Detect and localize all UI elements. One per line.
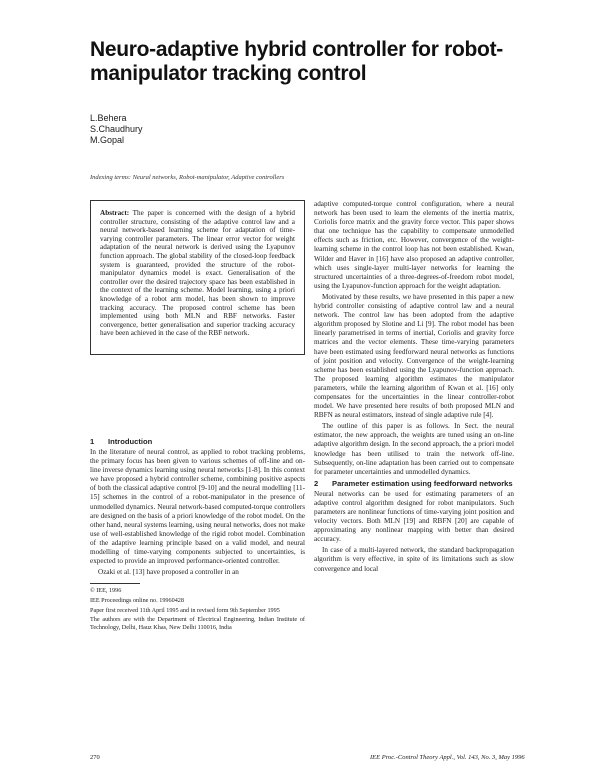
paragraph: adaptive computed-torque control configuration, where a neural network has been used to learn the elements of the inertia matrix, Coriolis force matrix and the gravity force vector. This paper shows that one technique has the capability to compensate unmodelled effects such as friction, etc. However, convergence of the weight-learning scheme in the control loop has not been established. Kwan, Wilder and Haver in [16] have also proposed an adaptive controller, which uses single-layer multi-layer networks for learning the structured uncertainties of a three-degrees-of-freedom robot model, using the Lyapunov-function approach for the weight adaptation. — [314, 200, 514, 290]
section-heading-parameter-estimation: 2 Parameter estimation using feedforward networks — [314, 478, 513, 488]
paragraph: The outline of this paper is as follows. In Sect. the neural estimator, the new approach, the weights are tuned using an on-line adaptive algorithm design. In the second approach, the a priori model knowledge has been utilised to train the network off-line. Subsequently, on-line adaptation has been carried out to compensate for parameter uncertainties and unmodelled dynamics. — [314, 422, 514, 476]
author-list — [90, 113, 143, 146]
footnote: The authors are with the Department of Electrical Engineering, Indian Institute of Technology, Delhi, Hauz Khas, New Delhi 110016, India — [90, 616, 305, 631]
page-number: 270 — [90, 754, 100, 761]
paragraph: Ozaki et al. [13] have proposed a controller in an — [98, 568, 239, 577]
abstract-box — [90, 200, 305, 355]
footnote-rule — [90, 583, 140, 584]
footnote: IEE Proceedings online no. 19960428 — [90, 596, 184, 604]
author-name: S.Chaudhury — [90, 124, 143, 134]
paragraph: Motivated by these results, we have presented in this paper a new hybrid controller consisting of adaptive control law and a neural network. The control law has been adopted from the adaptive algorithm proposed by Slotine and Li [9]. The robot model has been linearly parametrised in terms of inertial, Coriolis and gravity force matrices and the vector elements. These time-varying parameters have been estimated using feedforward neural networks as functions of joint position and velocity. Convergence of the weight-learning scheme has been established using the Lyapunov-function approach. The proposed learning algorithm estimates the manipulator parameters, while the learning algorithm of Kwan et al. [16] only compensates for the uncertainties in the linear controller-robot model. We have presented here results of both proposed MLN and RBFN as neural estimators, instead of single adaptive rule [4]. — [314, 292, 514, 420]
footnote: Paper first received 11th April 1995 and in revised form 9th September 1995 — [90, 606, 280, 614]
journal-reference: IEE Proc.-Control Theory Appl., Vol. 143, No. 3, May 1996 — [370, 754, 525, 761]
author-name: M.Gopal — [90, 135, 125, 145]
abstract-body: The paper is concerned with the design of a hybrid controller structure, consisting of the adaptive control law and a neural network-based learning scheme for adaptation of time-varying controller parameters. The linear error vector for weight adaptation of the neural network is derived using the Lyapunov function approach. The global stability of the closed-loop feedback system is guaranteed, provided the structure of the robot-manipulator dynamics model is exact. Generalisation of the controller over the desired trajectory space has been established in the context of the learning scheme. Model learning, using a priori knowledge of a robot arm model, has been shown to improve tracking accuracy. The proposed control scheme has been implemented using both MLN and RBF networks. Faster convergence, better generalisation and superior tracking accuracy have been achieved in the case of the RBF network. — [100, 209, 295, 338]
right-column — [314, 200, 514, 576]
abstract-label: Abstract: — [100, 209, 130, 217]
paper-title: Neuro-adaptive hybrid controller for robot-manipulator tracking control — [90, 38, 503, 85]
author-name: L.Behera — [90, 113, 127, 123]
left-column — [90, 437, 305, 633]
paragraph: In case of a multi-layered network, the standard backpropagation algorithm is very effective, in spite of its limitations such as slow convergence and local — [314, 546, 514, 573]
abstract-text — [100, 209, 295, 338]
paragraph: Neural networks can be used for estimating parameters of an adaptive control algorithm designed for robot manipulators. Such parameters are nonlinear functions of time-varying joint position and velocity vectors. Both MLN [19] and RBFN [20] are capable of approximating any nonlinear mapping with better than desired accuracy. — [314, 489, 514, 544]
footnote: © IEE, 1996 — [90, 587, 122, 595]
paragraph: In the literature of neural control, as applied to robot tracking problems, the primary focus has been given to various schemes of off-line and on-line inverse dynamics learning using neural networks [1-8]. In this context we have proposed a hybrid controller scheme, combining positive aspects of both the classical adaptive control [9-10] and the neural modelling [11-15] schemes in the control of a robot-manipulator in the presence of unmodelled dynamics. Neural network-based computed-torque controllers are designed on the basis of a priori knowledge of the robot model. On the other hand, neural systems learning, using neural networks, does not make use of well-established knowledge of the rigid robot model. Combination of the adaptive learning principle based on a valid model, and neural modelling of time-varying components subjected to uncertainties, is expected to provide an improved performance-oriented controller. — [90, 448, 305, 566]
indexing-terms: Indexing terms: Neural networks, Robot-manipulator, Adaptive controllers — [90, 174, 285, 181]
section-heading-introduction: 1 Introduction — [90, 437, 153, 446]
